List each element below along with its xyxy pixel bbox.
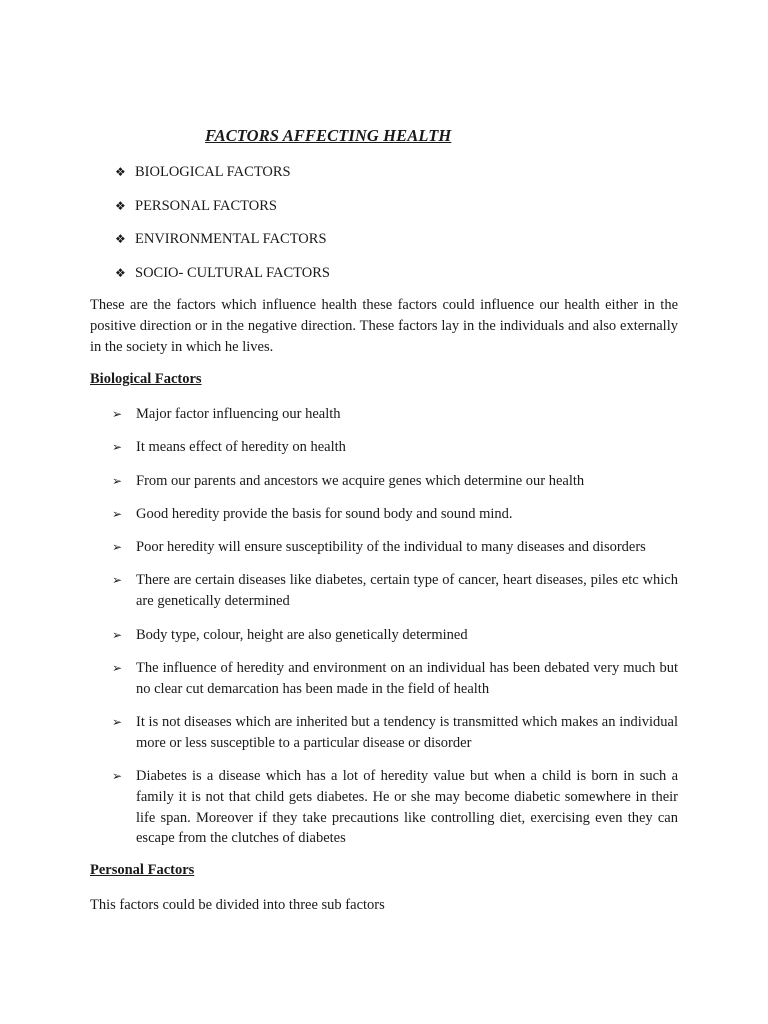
list-item [115, 229, 330, 263]
list-item [115, 263, 330, 297]
list-item [112, 471, 678, 492]
list-item [112, 404, 678, 425]
list-item-text: Body type, colour, height are also genetically determined [136, 626, 468, 643]
list-item [112, 625, 678, 646]
page-title: FACTORS AFFECTING HEALTH [205, 126, 452, 145]
arrow-bullet-icon: ➢ [112, 769, 123, 784]
diamond-bullet-icon: ❖ [115, 198, 126, 213]
arrow-bullet-icon: ➢ [112, 714, 123, 729]
factor-label: PERSONAL FACTORS [135, 197, 277, 214]
list-item-text: It is not diseases which are inherited but a tendency is transmitted which makes an individual more or less susceptible to a particular disease or disorder [136, 713, 678, 751]
factor-label: ENVIRONMENTAL FACTORS [135, 231, 327, 247]
intro-paragraph: These are the factors which influence health these factors could influence our health either in the positive direction or in the negative direction. These factors lay in the individuals and also externally in the society in which he lives. [90, 297, 678, 355]
factor-list [115, 162, 330, 296]
diamond-bullet-icon: ❖ [115, 165, 126, 179]
biological-factors-list [112, 404, 678, 862]
arrow-bullet-icon: ➢ [112, 506, 123, 521]
list-item [112, 658, 678, 700]
arrow-bullet-icon: ➢ [112, 573, 123, 588]
list-item-text: From our parents and ancestors we acquire genes which determine our health [136, 472, 585, 489]
list-item [115, 196, 330, 230]
list-item-text: There are certain diseases like diabetes, certain type of cancer, heart diseases, piles etc which are genetically determined [136, 572, 678, 610]
arrow-bullet-icon: ➢ [112, 407, 123, 421]
list-item [112, 504, 678, 525]
diamond-bullet-icon: ❖ [115, 265, 126, 280]
list-item [112, 570, 678, 612]
list-item-text: The influence of heredity and environment on an individual has been debated very much but no clear cut demarcation has been made in the field of health [136, 659, 678, 697]
personal-factors-intro: This factors could be divided into three sub factors [90, 897, 385, 913]
biological-factors-heading: Biological Factors [90, 371, 202, 387]
diamond-bullet-icon: ❖ [115, 232, 126, 246]
list-item-text: Poor heredity will ensure susceptibility of the individual to many diseases and disorders [136, 539, 646, 556]
arrow-bullet-icon: ➢ [112, 627, 123, 642]
list-item-text: Good heredity provide the basis for sound body and sound mind. [136, 505, 513, 522]
list-item-text: Major factor influencing our health [136, 406, 341, 422]
list-item-text: Diabetes is a disease which has a lot of heredity value but when a child is born in such a family it is not that child gets diabetes. He or she may become diabetic somewhere in their life span. Moreover if they take precautions like controlling diet, exercising even they can escape from the clutches of diabetes [136, 768, 678, 847]
list-item-text: It means effect of heredity on health [136, 439, 346, 456]
list-item [112, 537, 678, 558]
list-item [115, 162, 330, 196]
list-item [112, 437, 678, 458]
arrow-bullet-icon: ➢ [112, 440, 123, 455]
arrow-bullet-icon: ➢ [112, 473, 123, 488]
factor-label: BIOLOGICAL FACTORS [135, 164, 291, 180]
arrow-bullet-icon: ➢ [112, 660, 123, 675]
factor-label: SOCIO- CULTURAL FACTORS [135, 264, 330, 281]
personal-factors-heading: Personal Factors [90, 862, 195, 878]
arrow-bullet-icon: ➢ [112, 540, 123, 555]
list-item [112, 712, 678, 754]
list-item [112, 766, 678, 849]
